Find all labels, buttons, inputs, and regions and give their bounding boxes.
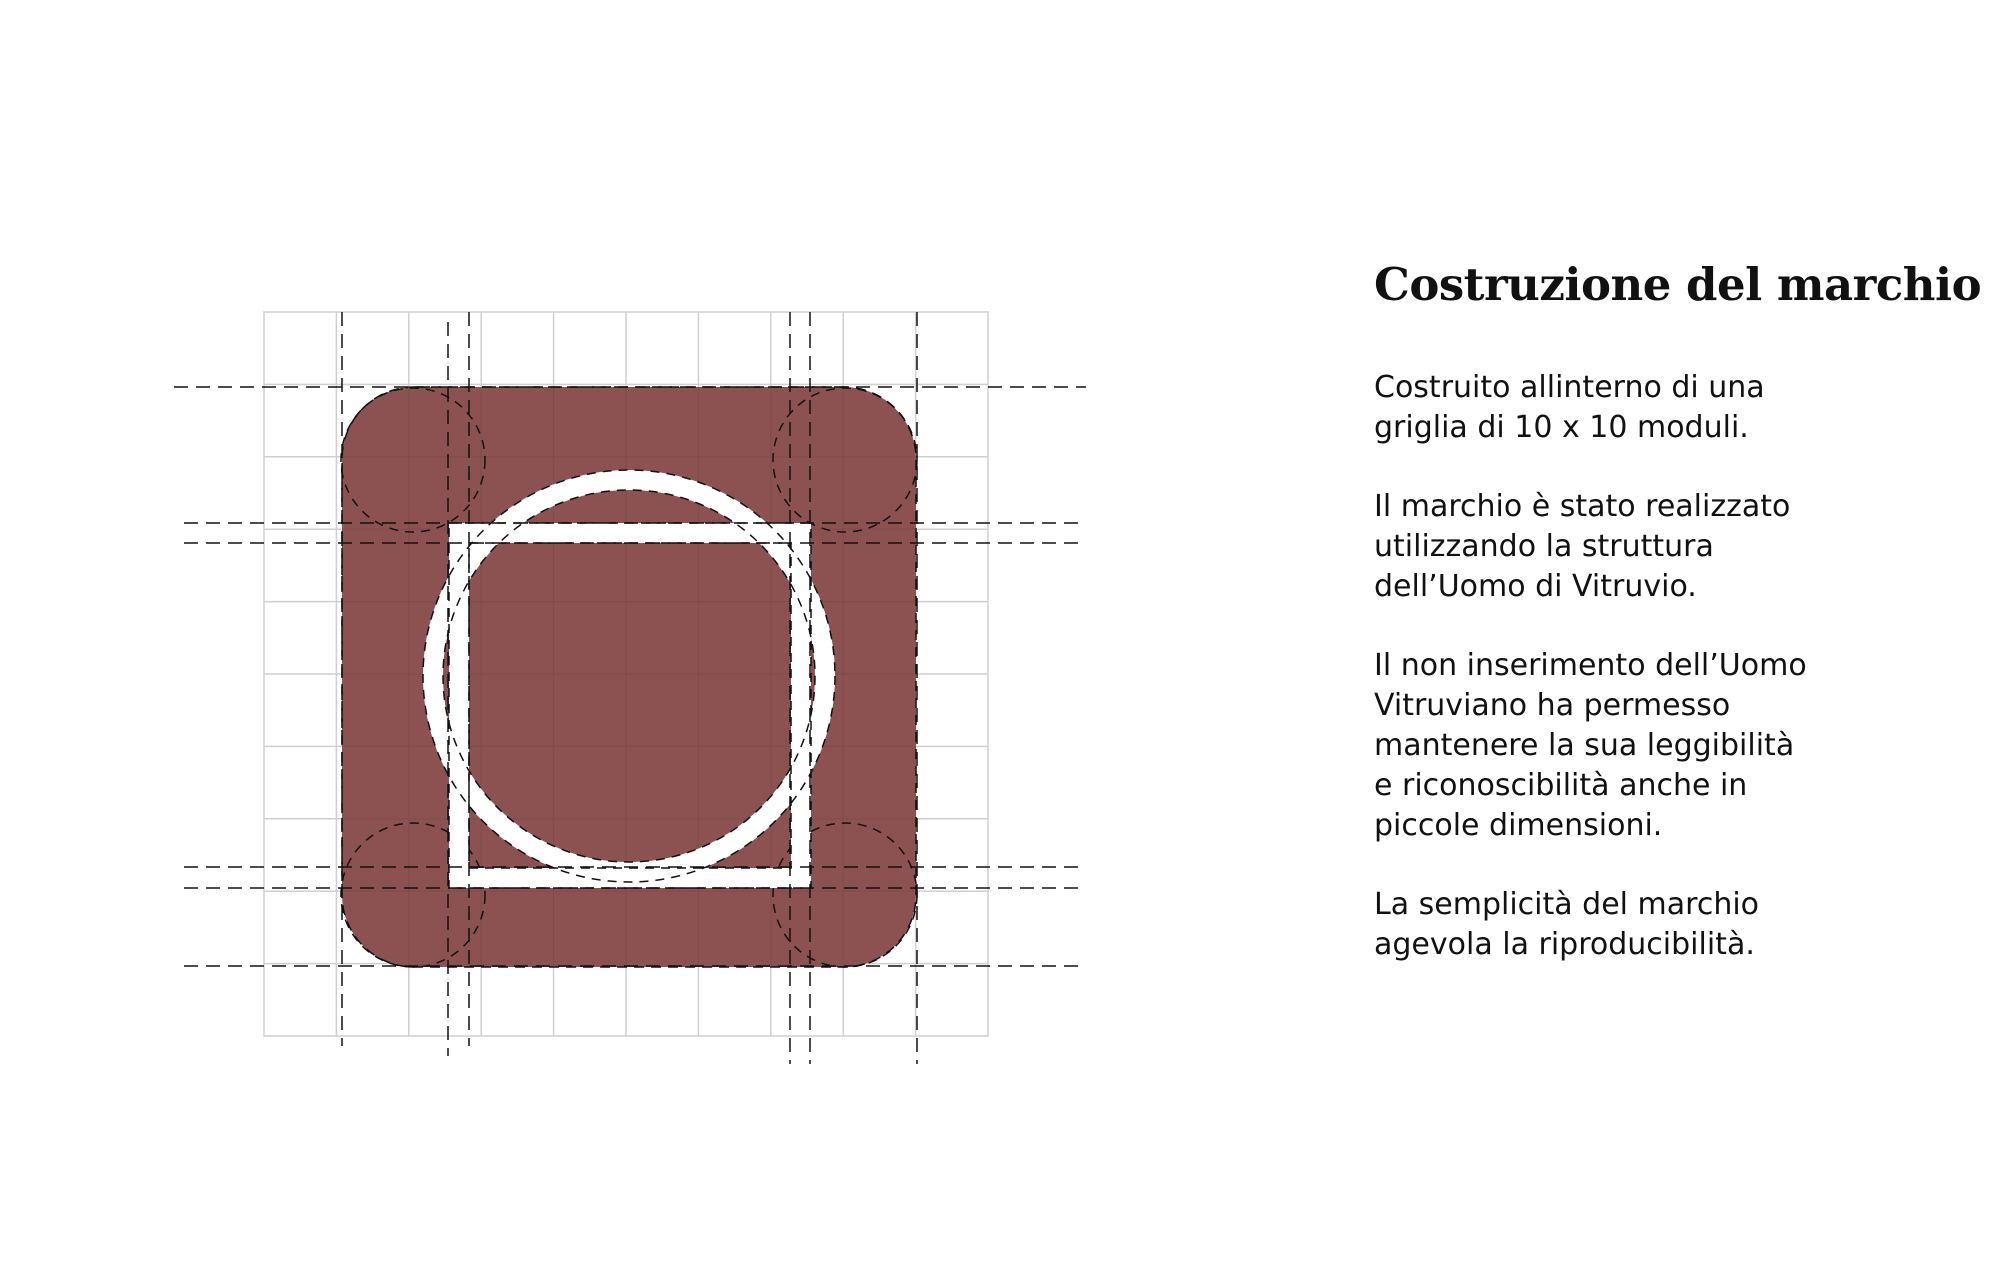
description-paragraph-simplicity: La semplicità del marchio agevola la riproducibilità. [1374, 887, 1760, 962]
page-title: Costruzione del marchio [1374, 258, 1982, 311]
description-panel [1374, 256, 1982, 965]
description-paragraph-vitruvio: Il marchio è stato realizzato utilizzando la struttura dell’Uomo di Vitruvio. [1374, 489, 1791, 604]
description-paragraph-grid: Costruito allinterno di una griglia di 10 x 10 moduli. [1374, 370, 1765, 445]
description-paragraph-legibility: Il non inserimento dell’Uomo Vitruviano ha permesso mantenere la sua leggibilità e riconoscibilità anche in piccole dimensioni. [1374, 648, 1807, 843]
logo-construction-diagram [0, 0, 1140, 1100]
